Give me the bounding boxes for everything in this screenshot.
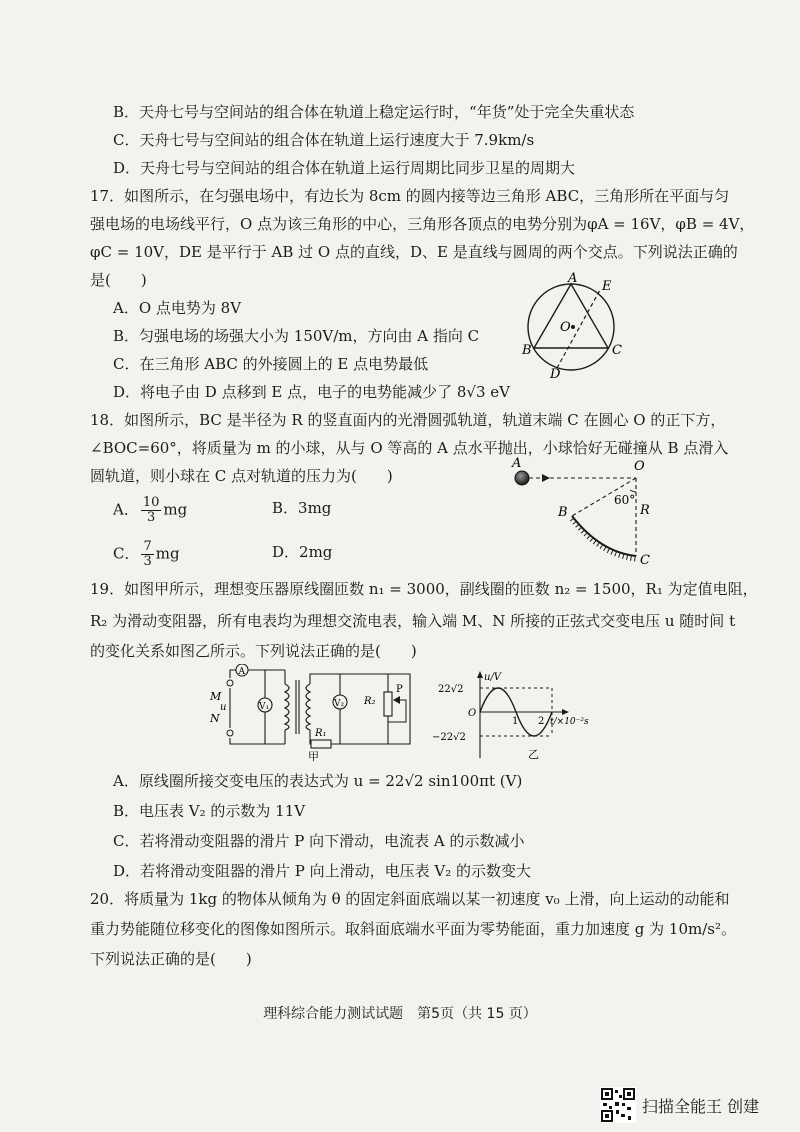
q17-triangle (534, 284, 608, 348)
q18-ball (515, 471, 529, 485)
q19-ammeter-label: A (238, 667, 245, 677)
q18-option-c-denominator: 3 (143, 554, 152, 569)
q18-option-d: D．2mg (272, 543, 333, 561)
q19-voltmeter-v2-label: V₂ (334, 699, 345, 709)
q17-label-d: D (550, 367, 561, 380)
q17-option-a: A．O 点电势为 8V (113, 299, 242, 317)
q18-label-r: R (640, 503, 650, 518)
q19-graph-caption: 乙 (528, 748, 539, 761)
q19-primary-wire (230, 670, 285, 744)
q20-stem-line1: 20．将质量为 1kg 的物体从倾角为 θ 的固定斜面底端以某一初速度 v₀ 上滑，向上运动的动能和 (90, 890, 730, 908)
q19-option-b: B．电压表 V₂ 的示数为 11V (113, 802, 306, 820)
q18-option-a-fraction (141, 496, 162, 525)
scanner-watermark (600, 1087, 759, 1123)
q19-graph-xlabel: t/×10⁻²s (550, 717, 589, 727)
q18-option-b: B．3mg (272, 499, 332, 517)
q18-option-a (113, 496, 187, 525)
q19-graph-ymax: 22√2 (438, 684, 464, 695)
q16-option-c: C．天舟七号与空间站的组合体在轨道上运行速度大于 7.9km/s (113, 131, 535, 149)
q18-label-angle: 60° (614, 493, 636, 507)
q17-stem-line4: 是( ) (90, 271, 147, 289)
q19-option-a: A．原线圈所接交变电压的表达式为 u = 22√2 sin100πt (V) (113, 772, 523, 790)
scanner-text: 扫描全能王 创建 (642, 1096, 760, 1116)
qr-code-icon (600, 1087, 636, 1123)
q19-stem-line3: 的变化关系如图乙所示。下列说法正确的是( ) (90, 642, 417, 660)
q18-label-c: C (640, 553, 650, 568)
q18-stem-line2: ∠BOC=60°，将质量为 m 的小球，从与 O 等高的 A 点水平抛出，小球恰好无碰撞从 B 点滑入 (90, 439, 729, 457)
q18-option-a-numerator: 10 (142, 495, 160, 510)
q19-option-d: D．若将滑动变阻器的滑片 P 向上滑动，电压表 V₂ 的示数变大 (113, 862, 532, 880)
q17-stem-line1: 17．如图所示，在匀强电场中，有边长为 8cm 的圆内接等边三角形 ABC，三角形所在平面与匀 (90, 187, 730, 205)
q18-option-c-unit: mg (155, 544, 180, 563)
q17-label-c: C (612, 343, 622, 358)
q19-graph-tick-2: 2 (538, 716, 545, 727)
q19-terminal-m (227, 680, 233, 686)
q17-label-e: E (602, 279, 612, 294)
q17-stem-line2: 强电场的电场线平行，O 点为该三角形的中心，三角形各顶点的电势分别为φA = 16V，φB = 4V， (90, 215, 755, 233)
q19-label-m: M (210, 690, 222, 703)
q19-graph-ylabel: u/V (484, 672, 502, 683)
q19-circuit-figure (200, 664, 425, 762)
q19-graph-ymin: −22√2 (432, 732, 466, 743)
q18-option-a-prefix: A． (113, 500, 139, 519)
q17-label-b: B (522, 343, 532, 358)
page-footer: 理科综合能力测试试题 第5页（共 15 页） (263, 1006, 537, 1022)
q16-option-d: D．天舟七号与空间站的组合体在轨道上运行周期比同步卫星的周期大 (113, 159, 576, 177)
q17-point-o (571, 325, 575, 329)
q19-graph-y-arrow (477, 671, 483, 678)
q19-label-u: u (220, 702, 227, 713)
q18-angle-arc (630, 490, 636, 492)
q18-option-c-prefix: C． (113, 544, 140, 563)
q17-circle-figure (520, 268, 640, 380)
q19-primary-coil (285, 684, 289, 730)
q18-option-c (113, 540, 180, 569)
q17-option-d: D．将电子由 D 点移到 E 点，电子的电势能减少了 8√3 eV (113, 383, 510, 401)
q17-option-c: C．在三角形 ABC 的外接圆上的 E 点电势最低 (113, 355, 429, 373)
q18-label-b: B (558, 505, 568, 520)
q18-arrow-head (542, 474, 550, 482)
q17-option-b: B．匀强电场的场强大小为 150V/m，方向由 A 指向 C (113, 327, 480, 345)
q19-resistor-r1 (311, 740, 331, 748)
q18-label-o: O (634, 459, 645, 474)
q18-option-a-unit: mg (163, 500, 188, 519)
q17-label-o: O (560, 320, 571, 335)
q18-stem-line1: 18．如图所示，BC 是半径为 R 的竖直面内的光滑圆弧轨道，轨道末端 C 在圆心 O 的正下方， (90, 411, 726, 429)
q20-stem-line2: 重力势能随位移变化的图像如图所示。取斜面底端水平面为零势能面，重力加速度 g 为 10m/s²。 (90, 920, 736, 938)
q19-voltage-graph (432, 668, 602, 764)
q19-slider-p-label: P (396, 684, 403, 695)
q19-slider-p (393, 696, 400, 704)
q19-voltmeter-v1-label: V₁ (259, 702, 270, 712)
q17-label-a: A (568, 271, 578, 286)
q20-stem-line3: 下列说法正确的是( ) (90, 950, 252, 968)
q19-stem-line2: R₂ 为滑动变阻器，所有电表均为理想交流电表，输入端 M、N 所接的正弦式交变电压 u 随时间 t (90, 612, 736, 630)
q17-stem-line3: φC = 10V，DE 是平行于 AB 过 O 点的直线，D、E 是直线与圆周的两个交点。下列说法正确的 (90, 243, 738, 261)
q19-resistor-r2 (384, 692, 392, 716)
q19-option-c: C．若将滑动变阻器的滑片 P 向下滑动，电流表 A 的示数减小 (113, 832, 525, 850)
q19-resistor-r1-label: R₁ (315, 728, 327, 739)
q19-circuit-caption: 甲 (308, 750, 319, 762)
q19-resistor-r2-label: R₂ (364, 696, 376, 707)
q19-stem-line1: 19．如图甲所示，理想变压器原线圈匝数 n₁ = 3000，副线圈的匝数 n₂ = 1500，R₁ 为定值电阻， (90, 580, 758, 598)
q19-secondary-coil (306, 684, 310, 730)
q18-stem-line3: 圆轨道，则小球在 C 点对轨道的压力为( ) (90, 467, 393, 485)
q19-terminal-n (227, 730, 233, 736)
q18-option-c-numerator: 7 (143, 539, 152, 554)
q18-option-c-fraction (141, 540, 153, 569)
q19-graph-origin: O (468, 708, 477, 719)
q18-arc-hatch (572, 519, 636, 559)
q19-label-n: N (210, 712, 220, 725)
q19-graph-x-arrow (562, 709, 569, 715)
q16-option-b: B．天舟七号与空间站的组合体在轨道上稳定运行时，“年货”处于完全失重状态 (113, 103, 635, 121)
q19-graph-tick-1: 1 (512, 716, 519, 727)
q18-option-a-denominator: 3 (146, 510, 156, 525)
q18-track-figure (498, 452, 673, 570)
q18-label-a: A (512, 456, 522, 471)
